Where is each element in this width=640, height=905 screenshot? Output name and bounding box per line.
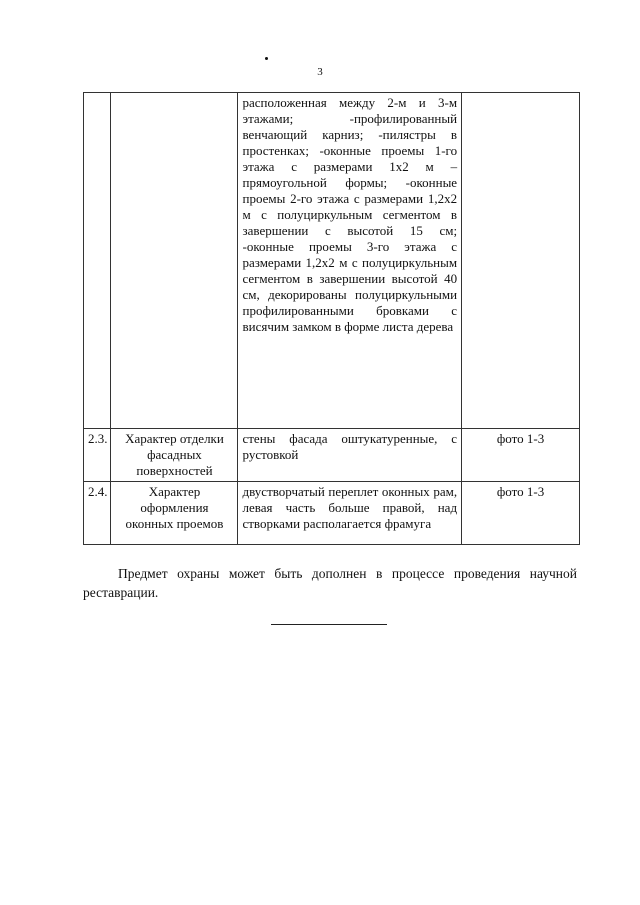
row-description-cell: стены фасада оштукатуренные, с рустовкой <box>238 429 462 482</box>
row-name-cell: Характер отделки фасадных поверхностей <box>111 429 238 482</box>
row-description-cell: двустворчатый переплет оконных рам, левая часть больше правой, над створками располагается фрамуга <box>238 482 462 545</box>
row-source-cell: фото 1-3 <box>462 429 580 482</box>
row-source-cell <box>462 93 580 429</box>
row-description-cell: расположенная между 2-м и 3-м этажами; -профилированный венчающий карниз; -пилястры в простенках; -оконные проемы 1-го этажа с размерами 1х2 м – прямоугольной формы; -оконные проемы 2-го этажа с размерами 1,2х2 м с полуциркульным сегментом в завершении с высотой 15 см; -оконные проемы 3-го этажа с размерами 1,2х2 м с полуциркульным сегментом в завершении высотой 40 см, декорированы полуциркульными профилированными бровками с висячим замком в форме листа дерева <box>238 93 462 429</box>
page-number: 3 <box>317 66 323 78</box>
row-number-cell <box>84 93 111 429</box>
row-name-cell: Характер оформления оконных проемов <box>111 482 238 545</box>
row-name-cell <box>111 93 238 429</box>
row-number-cell: 2.4. <box>84 482 111 545</box>
header-dot <box>265 57 268 60</box>
closing-rule <box>271 624 387 625</box>
table-row <box>84 93 580 429</box>
protection-subject-table <box>83 92 580 545</box>
note-paragraph: Предмет охраны может быть дополнен в процессе проведения научной реставрации. <box>83 566 577 600</box>
table-row <box>84 429 580 482</box>
table-row <box>84 482 580 545</box>
row-source-cell: фото 1-3 <box>462 482 580 545</box>
row-number-cell: 2.3. <box>84 429 111 482</box>
